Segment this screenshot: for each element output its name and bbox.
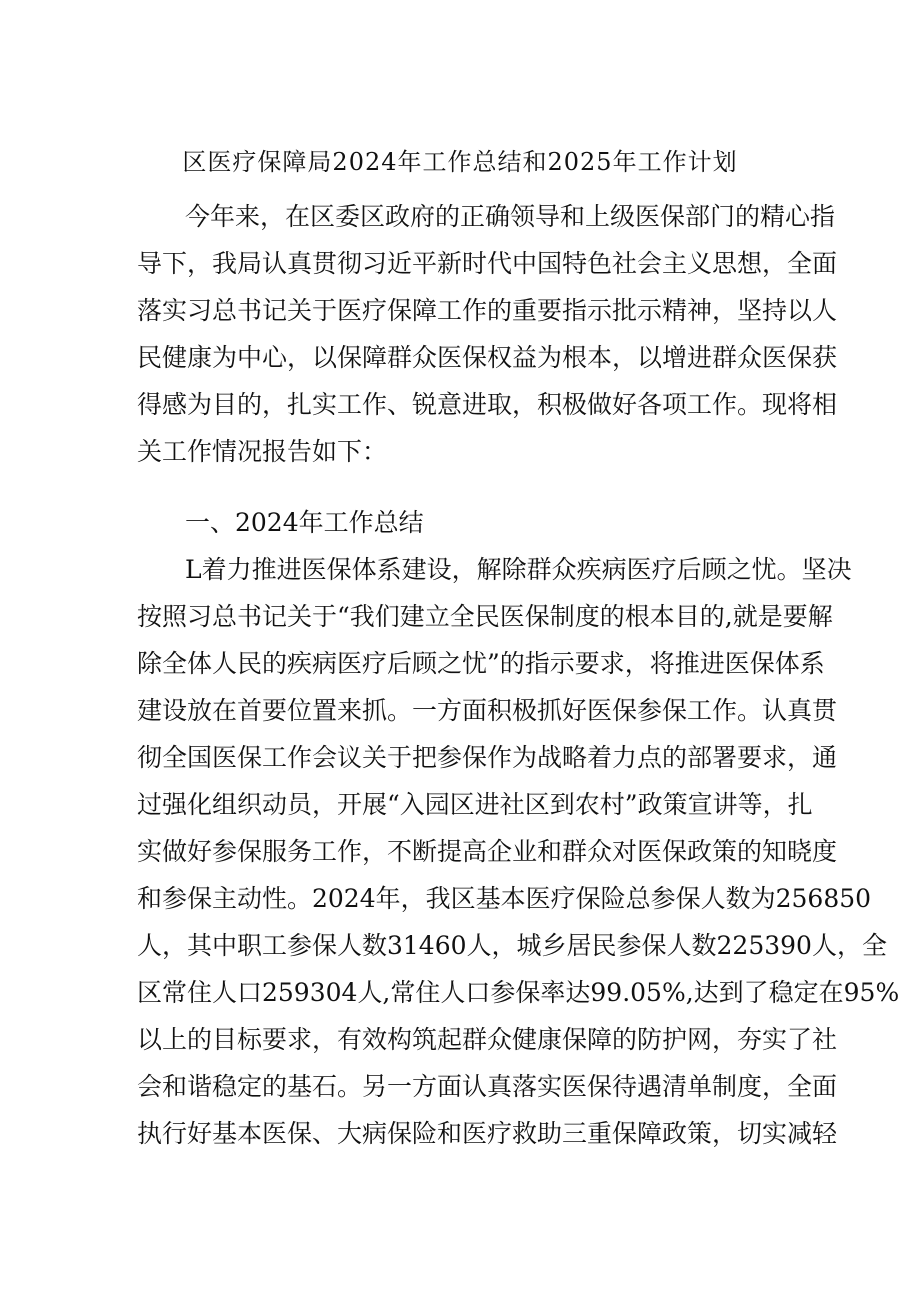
paragraph-2-line-12: 会和谐稳定的基石。另一方面认真落实医保待遇清单制度，全面 [137,1072,838,1101]
paragraph-2-line-4: 建设放在首要位置来抓。一方面积极抓好医保参保工作。认真贯 [137,696,838,725]
paragraph-2-line-7: 实做好参保服务工作，不断提高企业和群众对医保政策的知晓度 [137,837,838,866]
paragraph-1-line-1: 今年来，在区委区政府的正确领导和上级医保部门的精心指 [185,202,836,231]
paragraph-2-line-2: 按照习总书记关于“我们建立全民医保制度的根本目的,就是要解 [137,602,833,631]
paragraph-2-line-5: 彻全国医保工作会议关于把参保作为战略着力点的部署要求，通 [137,743,838,772]
paragraph-1-line-2: 导下，我局认真贯彻习近平新时代中国特色社会主义思想，全面 [137,249,838,278]
paragraph-2-line-10: 区常住人口259304人,常住人口参保率达99.05%,达到了稳定在95% [137,978,900,1007]
paragraph-2-line-6: 过强化组织动员，开展“入园区进社区到农村”政策宣讲等，扎 [137,790,813,819]
document-title: 区医疗保障局2024年工作总结和2025年工作计划 [182,148,738,176]
paragraph-2-line-1: L着力推进医保体系建设，解除群众疾病医疗后顾之忧。坚决 [185,555,852,584]
paragraph-2-line-9: 人，其中职工参保人数31460人，城乡居民参保人数225390人，全 [137,931,887,960]
paragraph-2-line-11: 以上的目标要求，有效构筑起群众健康保障的防护网，夯实了社 [137,1025,838,1054]
paragraph-1-line-4: 民健康为中心，以保障群众医保权益为根本，以增进群众医保获 [137,343,838,372]
paragraph-1-line-3: 落实习总书记关于医疗保障工作的重要指示批示精神，坚持以人 [137,296,838,325]
paragraph-2-line-8: 和参保主动性。2024年，我区基本医疗保险总参保人数为256850 [137,884,872,913]
paragraph-1-line-6: 关工作情况报告如下： [137,437,388,466]
paragraph-1-line-5: 得感为目的，扎实工作、锐意进取，积极做好各项工作。现将相 [137,390,838,419]
section-heading: 一、2024年工作总结 [185,508,424,537]
paragraph-2-line-3: 除全体人民的疾病医疗后顾之忧”的指示要求，将推进医保体系 [137,649,825,678]
paragraph-2-line-13: 执行好基本医保、大病保险和医疗救助三重保障政策，切实减轻 [137,1119,838,1148]
